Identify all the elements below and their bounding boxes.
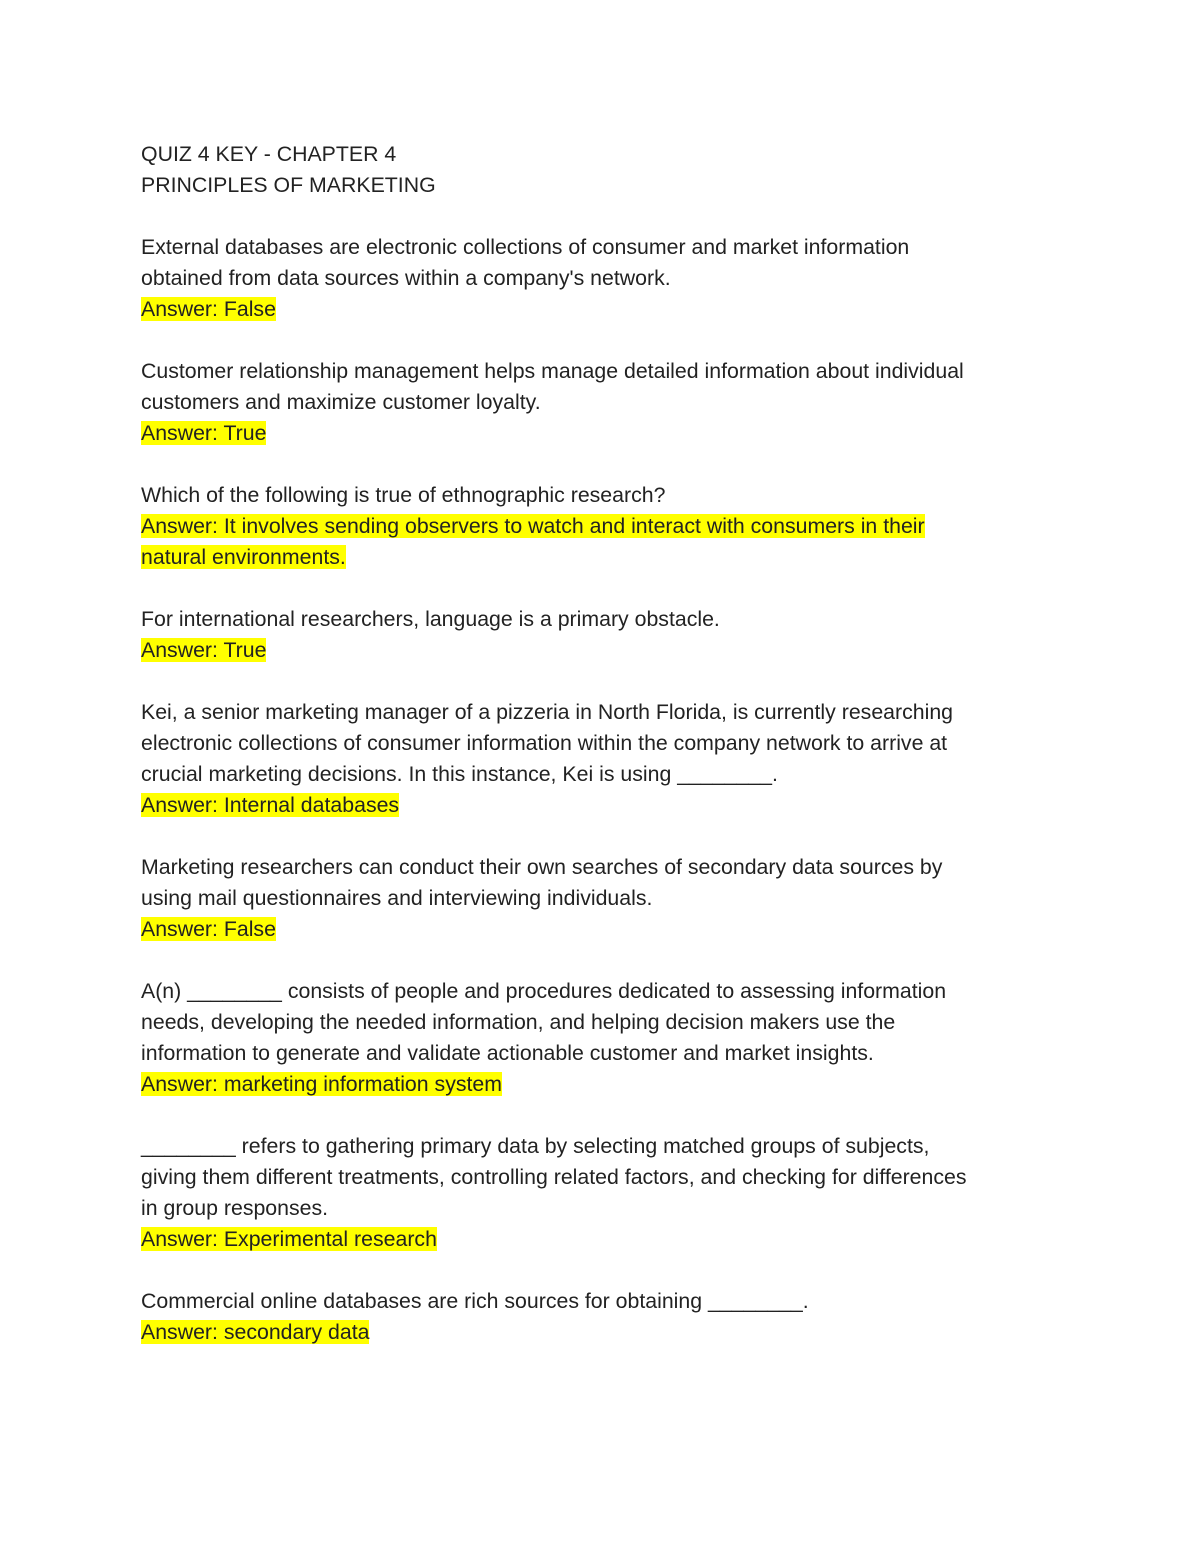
answer-text [141,1069,1071,1100]
question-text [141,1286,1071,1317]
answer-text [141,790,1071,821]
question-text [141,232,1071,294]
question-line: ________ refers to gathering primary data by selecting matched groups of subjects, [141,1134,930,1158]
question-text [141,604,1071,635]
question-text [141,697,1071,790]
question-text [141,356,1071,418]
quiz-item [141,1131,1071,1255]
question-line: For international researchers, language is a primary obstacle. [141,607,720,631]
answer-text [141,1317,1071,1348]
question-line: Customer relationship management helps manage detailed information about individual [141,359,964,383]
answer-line: Answer: True [141,638,267,662]
quiz-item [141,232,1071,325]
answer-line: Answer: False [141,917,276,941]
title-line-2: PRINCIPLES OF MARKETING [141,173,436,197]
answer-line: Answer: marketing information system [141,1072,502,1096]
question-line: using mail questionnaires and interviewing individuals. [141,886,653,910]
question-line: External databases are electronic collections of consumer and market information [141,235,910,259]
question-line: Marketing researchers can conduct their own searches of secondary data sources by [141,855,943,879]
question-line: Kei, a senior marketing manager of a pizzeria in North Florida, is currently researching [141,700,954,724]
question-line: Commercial online databases are rich sources for obtaining ________. [141,1289,809,1313]
quiz-item [141,480,1071,573]
answer-text [141,418,1071,449]
document-title [141,139,1071,201]
question-line: crucial marketing decisions. In this instance, Kei is using ________. [141,762,778,786]
question-line: Which of the following is true of ethnographic research? [141,483,666,507]
answer-line: Answer: True [141,421,267,445]
answer-text [141,635,1071,666]
question-text [141,1131,1071,1224]
question-line: information to generate and validate actionable customer and market insights. [141,1041,874,1065]
answer-text [141,1224,1071,1255]
answer-text [141,294,1071,325]
quiz-item [141,697,1071,821]
title-line-1: QUIZ 4 KEY - CHAPTER 4 [141,142,397,166]
quiz-item [141,1286,1071,1348]
question-line: electronic collections of consumer information within the company network to arrive at [141,731,948,755]
question-line: needs, developing the needed information, and helping decision makers use the [141,1010,896,1034]
answer-text [141,511,1071,573]
answer-line: Answer: Experimental research [141,1227,437,1251]
document-page [141,139,1071,1348]
question-line: A(n) ________ consists of people and procedures dedicated to assessing information [141,979,947,1003]
question-line: in group responses. [141,1196,329,1220]
answer-line: Answer: secondary data [141,1320,370,1344]
question-text [141,480,1071,511]
question-text [141,852,1071,914]
quiz-item [141,604,1071,666]
question-line: obtained from data sources within a company's network. [141,266,671,290]
answer-text [141,914,1071,945]
answer-line: Answer: Internal databases [141,793,400,817]
answer-line: Answer: False [141,297,276,321]
quiz-item [141,976,1071,1100]
question-text [141,976,1071,1069]
question-line: customers and maximize customer loyalty. [141,390,541,414]
quiz-item [141,852,1071,945]
quiz-item [141,356,1071,449]
answer-line: Answer: It involves sending observers to watch and interact with consumers in their [141,514,925,538]
answer-line: natural environments. [141,545,346,569]
question-line: giving them different treatments, controlling related factors, and checking for differences [141,1165,967,1189]
